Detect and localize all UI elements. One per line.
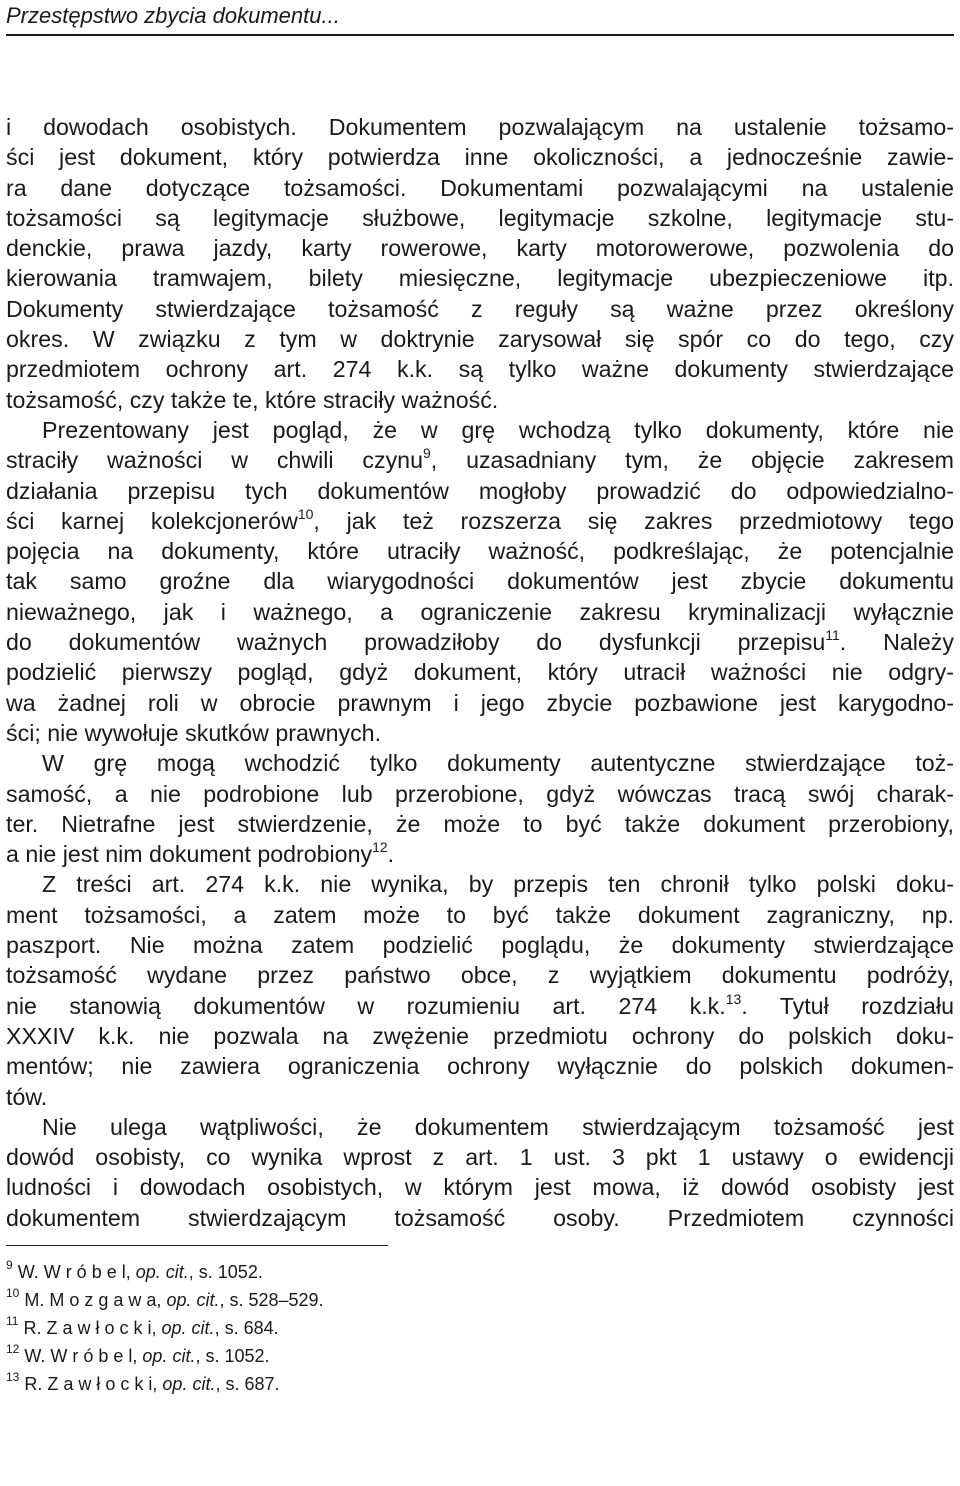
text-fragment: straciły ważności w chwili czynu	[6, 447, 423, 474]
footnote-opcit: op. cit.	[135, 1262, 189, 1282]
text-line: denckie, prawa jazdy, karty rowerowe, karty motorowerowe, pozwolenia do	[6, 235, 954, 262]
text-line: podzielić pierwszy pogląd, gdyż dokument, który utracił ważności nie odgry-	[6, 659, 954, 686]
text-line: tożsamość wydane przez państwo obce, z wyjątkiem dokumentu podróży,	[6, 962, 954, 989]
text-line: XXXIV k.k. nie pozwala na zwężenie przedmiotu ochrony do polskich doku-	[6, 1022, 954, 1049]
footnote-ref: 10	[297, 505, 314, 522]
footnote-author: W. W r ó b e l,	[24, 1346, 138, 1366]
text-fragment: a nie jest nim dokument podrobiony	[6, 841, 373, 868]
footnote-author: W. W r ó b e l,	[17, 1262, 131, 1282]
footnote-number: 11	[6, 1314, 19, 1328]
text-line: ra dane dotyczące tożsamości. Dokumentami pozwalającymi na ustalenie	[6, 174, 954, 201]
footnote-divider	[6, 1245, 388, 1246]
text-line: okres. W związku z tym w doktrynie zarysował się spór co do tego, czy	[6, 326, 954, 353]
footnote-author: R. Z a w ł o c k i,	[24, 1374, 158, 1394]
running-header	[6, 2, 954, 36]
text-line: dowód osobisty, co wynika wprost z art. 1 ust. 3 pkt 1 ustawy o ewidencji	[6, 1144, 954, 1171]
text-line: Nie ulega wątpliwości, że dokumentem stwierdzającym tożsamość jest	[42, 1113, 954, 1140]
text-line: ści; nie wywołuje skutków prawnych.	[6, 719, 382, 746]
footnote	[6, 1370, 606, 1398]
text-line-with-ref	[6, 627, 954, 657]
text-line: tów.	[6, 1083, 48, 1110]
text-line: i dowodach osobistych. Dokumentem pozwalającym na ustalenie tożsamo-	[6, 114, 954, 140]
text-line-with-ref	[6, 839, 954, 869]
text-line: dokumentem stwierdzającym tożsamość osoby. Przedmiotem czynności	[6, 1204, 954, 1231]
text-line: mentów; nie zawiera ograniczenia ochrony wyłącznie do polskich dokumen-	[6, 1053, 954, 1080]
text-line-with-ref	[6, 991, 954, 1021]
text-line: W grę mogą wchodzić tylko dokumenty autentyczne stwierdzające toż-	[42, 750, 954, 777]
footnote-rest: , s. 687.	[215, 1374, 280, 1394]
text-fragment: . Tytuł rozdziału	[741, 992, 955, 1019]
footnote	[6, 1258, 606, 1286]
text-line: paszport. Nie można zatem podzielić poglądu, że dokumenty stwierdzające	[6, 932, 954, 959]
text-line-with-ref	[6, 445, 954, 475]
footnote	[6, 1342, 606, 1370]
text-line: ter. Nietrafne jest stwierdzenie, że może to być także dokument przerobiony,	[6, 810, 954, 837]
text-line: kierowania tramwajem, bilety miesięczne, legitymacje ubezpieczeniowe itp.	[6, 265, 954, 292]
text-fragment: do dokumentów ważnych prowadziłoby do dysfunkcji przepisu	[6, 629, 826, 656]
text-line-with-ref	[6, 506, 954, 536]
text-line: tożsamości są legitymacje służbowe, legitymacje szkolne, legitymacje stu-	[6, 204, 954, 231]
text-fragment: . Należy	[839, 629, 954, 656]
footnote-rest: , s. 684.	[214, 1318, 279, 1338]
text-fragment: , jak też rozszerza się zakres przedmiotowy tego	[313, 507, 954, 534]
text-line: ści jest dokument, który potwierdza inne okoliczności, a jednocześnie zawie-	[6, 144, 954, 171]
footnote-number: 10	[6, 1286, 20, 1300]
text-fragment: .	[387, 841, 395, 868]
text-line: Dokumenty stwierdzające tożsamość z reguły są ważne przez określony	[6, 295, 954, 322]
footnote-ref: 9	[422, 445, 431, 462]
text-line: wa żadnej roli w obrocie prawnym i jego zbycie pozbawione jest karygodno-	[6, 689, 954, 716]
footnote-rest: , s. 1052.	[195, 1346, 270, 1366]
footnote-number: 12	[6, 1342, 20, 1356]
footnote	[6, 1286, 606, 1314]
text-fragment: ści karnej kolekcjonerów	[6, 507, 298, 534]
footnote-author: M. M o z g a w a,	[24, 1290, 162, 1310]
footnote-rest: , s. 1052.	[188, 1262, 263, 1282]
footnotes	[6, 1258, 606, 1398]
footnote-ref: 11	[825, 627, 840, 644]
footnote-ref: 13	[725, 990, 742, 1007]
header-title: Przestępstwo zbycia dokumentu...	[6, 3, 340, 28]
footnote-author: R. Z a w ł o c k i,	[23, 1318, 157, 1338]
text-line: tożsamość, czy także te, które straciły ważność.	[6, 386, 499, 413]
text-line: ludności i dowodach osobistych, w którym jest mowa, iż dowód osobisty jest	[6, 1174, 954, 1201]
footnote-opcit: op. cit.	[161, 1318, 215, 1338]
footnote-ref: 12	[372, 839, 388, 856]
footnote-opcit: op. cit.	[166, 1290, 220, 1310]
footnote-number: 9	[6, 1258, 13, 1272]
footnote	[6, 1314, 606, 1342]
text-fragment: nie stanowią dokumentów w rozumieniu art. 274 k.k.	[6, 992, 726, 1019]
footnote-number: 13	[6, 1370, 20, 1384]
text-line: samość, a nie podrobione lub przerobione, gdyż wówczas tracą swój charak-	[6, 780, 954, 807]
footnote-opcit: op. cit.	[142, 1346, 196, 1366]
footnote-opcit: op. cit.	[162, 1374, 216, 1394]
text-line: przedmiotem ochrony art. 274 k.k. są tylko ważne dokumenty stwierdzające	[6, 356, 954, 383]
text-line: Z treści art. 274 k.k. nie wynika, by przepis ten chronił tylko polski doku-	[42, 871, 954, 898]
footnote-rest: , s. 528–529.	[219, 1290, 324, 1310]
text-line: tak samo groźne dla wiarygodności dokumentów jest zbycie dokumentu	[6, 568, 954, 595]
text-line: pojęcia na dokumenty, które utraciły ważność, podkreślając, że potencjalnie	[6, 538, 954, 565]
text-line: ment tożsamości, a zatem może to być także dokument zagraniczny, np.	[6, 901, 954, 928]
body-text	[6, 112, 954, 1233]
text-fragment: , uzasadniany tym, że objęcie zakresem	[430, 447, 954, 474]
text-line: działania przepisu tych dokumentów mogłoby prowadzić do odpowiedzialno-	[6, 477, 954, 504]
text-line: nieważnego, jak i ważnego, a ograniczenie zakresu kryminalizacji wyłącznie	[6, 598, 954, 625]
text-line: Prezentowany jest pogląd, że w grę wchodzą tylko dokumenty, które nie	[42, 416, 954, 443]
